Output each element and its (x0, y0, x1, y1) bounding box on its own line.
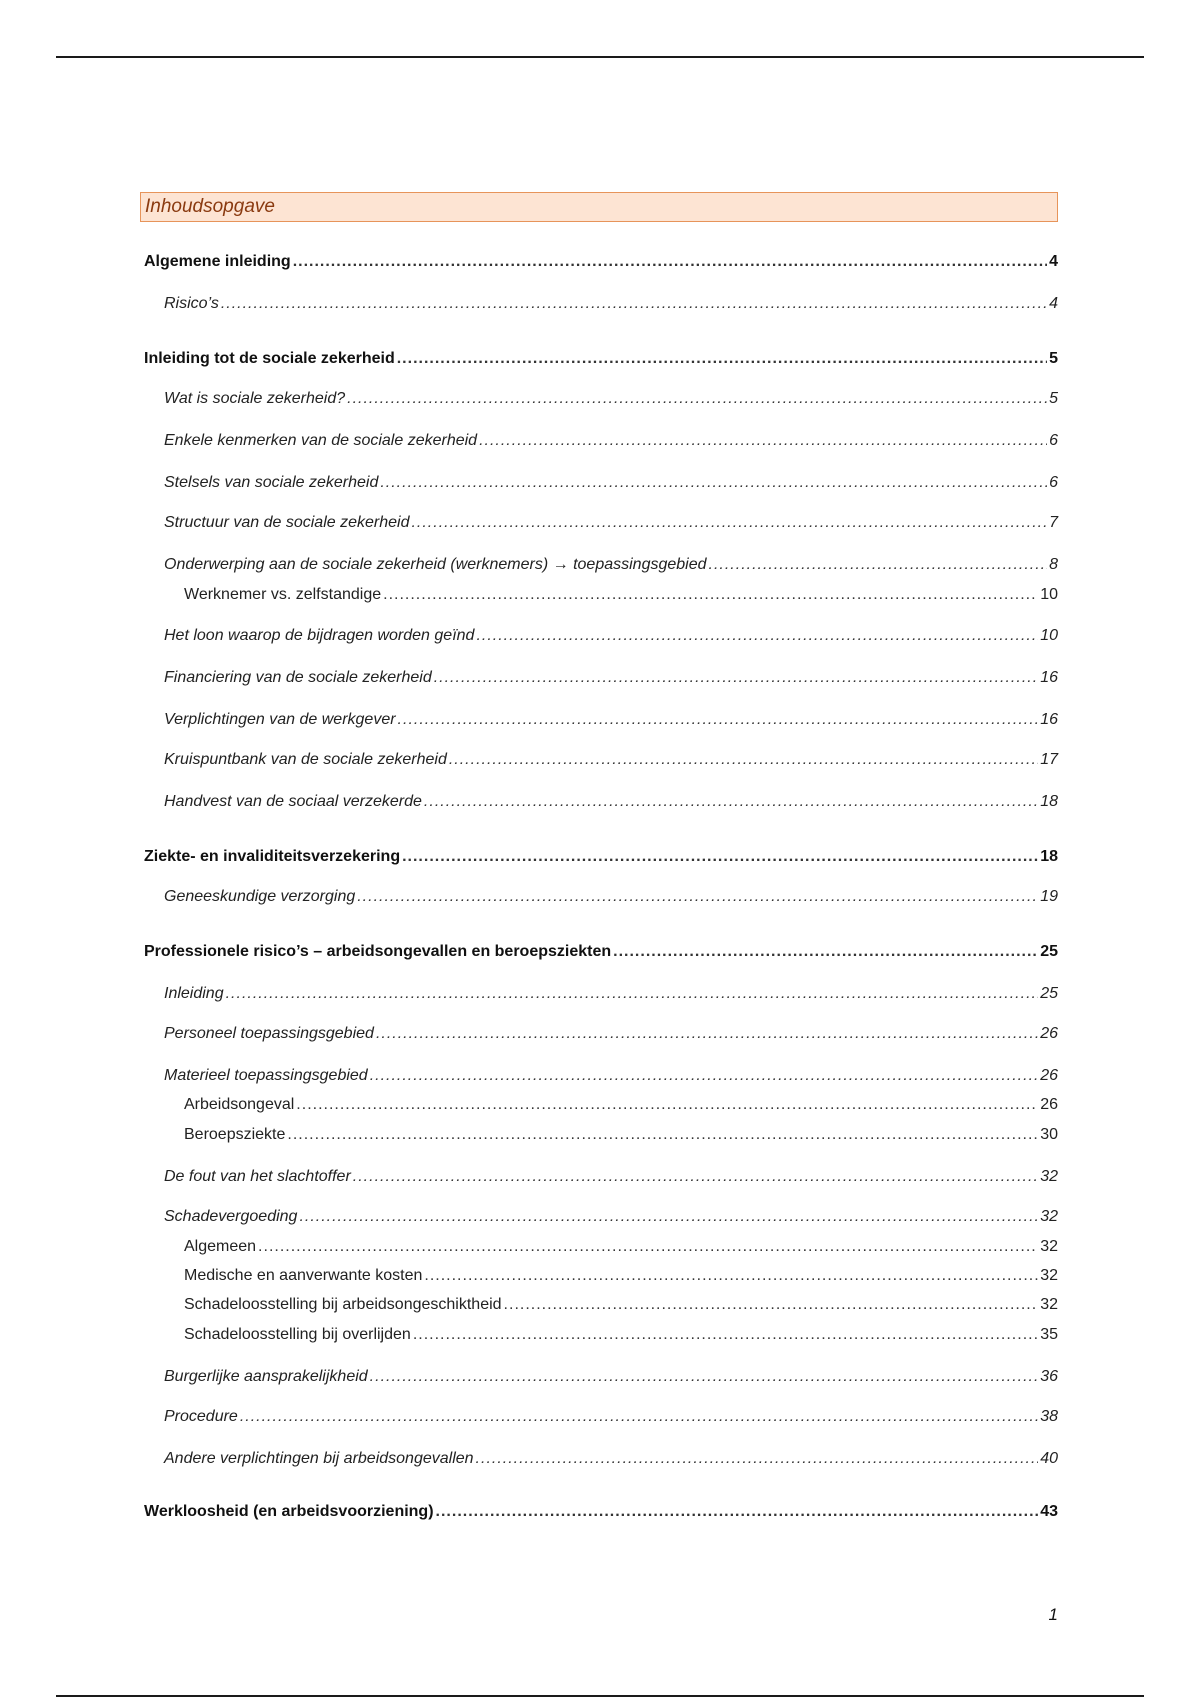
toc-leader-dots (413, 1325, 1038, 1345)
toc-section[interactable] (164, 431, 1058, 451)
toc-entry-label: Arbeidsongeval (184, 1096, 295, 1113)
toc-leader-dots (398, 710, 1039, 730)
toc-section[interactable] (164, 555, 1058, 575)
toc-subsection[interactable] (184, 1125, 1058, 1145)
top-rule (56, 56, 1144, 58)
toc-leader-dots (476, 626, 1038, 646)
toc-entry-label: Financiering van de sociale zekerheid (164, 669, 432, 686)
toc-entry-page: 8 (1049, 556, 1058, 573)
toc-entry-page: 32 (1040, 1168, 1058, 1185)
toc-entry-label: Andere verplichtingen bij arbeidsongevallen (164, 1450, 474, 1467)
toc-subsection[interactable] (184, 1237, 1058, 1257)
toc-entry-page: 5 (1049, 350, 1058, 367)
toc-section[interactable] (164, 750, 1058, 770)
toc-leader-dots (380, 473, 1047, 493)
toc-leader-dots (449, 750, 1038, 770)
toc-entry-page: 4 (1049, 295, 1058, 312)
toc-entry-page: 38 (1040, 1408, 1058, 1425)
toc-section[interactable] (164, 1207, 1058, 1227)
toc-section[interactable] (164, 294, 1058, 314)
toc-section[interactable] (164, 1449, 1058, 1469)
toc-entry-page: 6 (1049, 474, 1058, 491)
toc-heading: Inhoudsopgave (140, 192, 1058, 222)
toc-chapter[interactable] (144, 942, 1058, 962)
toc-section[interactable] (164, 473, 1058, 493)
toc-chapter[interactable] (144, 1502, 1058, 1522)
toc-entry-page: 17 (1040, 751, 1058, 768)
toc-leader-dots (296, 1095, 1038, 1115)
page-number: 1 (1048, 1605, 1058, 1624)
toc-section[interactable] (164, 1167, 1058, 1187)
toc-leader-dots (299, 1207, 1038, 1227)
toc-entry-label: Medische en aanverwante kosten (184, 1267, 423, 1284)
toc-entry-page: 35 (1040, 1326, 1058, 1343)
toc-subsection[interactable] (184, 585, 1058, 605)
toc-entry-page: 18 (1040, 793, 1058, 810)
toc-entry-page: 10 (1040, 627, 1058, 644)
toc-leader-dots (221, 294, 1047, 314)
toc-entry-label: Schadeloosstelling bij arbeidsongeschiktheid (184, 1296, 502, 1313)
toc-leader-dots (424, 1266, 1038, 1286)
toc-entry-page: 5 (1049, 390, 1058, 407)
toc-entry-page: 36 (1040, 1368, 1058, 1385)
toc-entry-label: Ziekte- en invaliditeitsverzekering (144, 848, 401, 865)
toc-section[interactable] (164, 389, 1058, 409)
toc-chapter[interactable] (144, 349, 1058, 369)
toc-entry-label: Geneeskundige verzorging (164, 888, 356, 905)
toc-entry-page: 7 (1049, 514, 1058, 531)
toc-entry-label: Schadeloosstelling bij overlijden (184, 1326, 411, 1343)
toc-entry-page: 6 (1049, 432, 1058, 449)
toc-leader-dots (258, 1237, 1038, 1257)
toc-entry-page: 32 (1040, 1208, 1058, 1225)
toc-leader-dots (434, 668, 1038, 688)
toc-leader-dots (226, 984, 1039, 1004)
toc-entry-page: 25 (1040, 943, 1058, 960)
toc-section[interactable] (164, 710, 1058, 730)
toc-entry-label: Handvest van de sociaal verzekerde (164, 793, 422, 810)
toc-section[interactable] (164, 1367, 1058, 1387)
toc-entry-page: 10 (1040, 586, 1058, 603)
toc-entry-page: 32 (1040, 1238, 1058, 1255)
toc-entry-page: 32 (1040, 1267, 1058, 1284)
toc-entry-label: Professionele risico’s – arbeidsongevallen en beroepsziekten (144, 943, 612, 960)
toc-section[interactable] (164, 1407, 1058, 1427)
toc-leader-dots (287, 1125, 1038, 1145)
toc-entry-label: Algemene inleiding (144, 253, 291, 270)
toc-entry-page: 18 (1040, 848, 1058, 865)
toc-leader-dots (370, 1367, 1039, 1387)
toc-chapter[interactable] (144, 847, 1058, 867)
toc-chapter[interactable] (144, 252, 1058, 272)
toc-subsection[interactable] (184, 1266, 1058, 1286)
toc-entry-label: Enkele kenmerken van de sociale zekerheid (164, 432, 478, 449)
toc-entry-label: Kruispuntbank van de sociale zekerheid (164, 751, 447, 768)
toc-entry-label: Burgerlijke aansprakelijkheid (164, 1368, 368, 1385)
toc-leader-dots (240, 1407, 1038, 1427)
toc-entry-label: Werknemer vs. zelfstandige (184, 586, 382, 603)
toc-entry-label: Schadevergoeding (164, 1208, 298, 1225)
toc-entry-label: Het loon waarop de bijdragen worden geïnd (164, 627, 475, 644)
bottom-rule (56, 1695, 1144, 1697)
toc-entry-label: Risico’s (164, 295, 219, 312)
toc-entry-label: Procedure (164, 1408, 238, 1425)
toc-entry-label: Werkloosheid (en arbeidsvoorziening) (144, 1503, 434, 1520)
toc-subsection[interactable] (184, 1095, 1058, 1115)
toc-entry-page: 25 (1040, 985, 1058, 1002)
toc-entry-label: Wat is sociale zekerheid? (164, 390, 346, 407)
toc-section[interactable] (164, 792, 1058, 812)
toc-entry-label: Inleiding (164, 985, 224, 1002)
toc-leader-dots (383, 585, 1038, 605)
toc-leader-dots (613, 942, 1038, 962)
toc-leader-dots (402, 847, 1038, 867)
toc-section[interactable] (164, 1066, 1058, 1086)
toc-leader-dots (424, 792, 1038, 812)
toc-section[interactable] (164, 1024, 1058, 1044)
toc-leader-dots (353, 1167, 1038, 1187)
toc-section[interactable] (164, 887, 1058, 907)
toc-entry-label: Personeel toepassingsgebied (164, 1025, 374, 1042)
toc-entry-page: 40 (1040, 1450, 1058, 1467)
toc-leader-dots (411, 513, 1047, 533)
toc-leader-dots (504, 1295, 1039, 1315)
toc-entry-label: Onderwerping aan de sociale zekerheid (werknemers) → toepassingsgebied (164, 556, 707, 573)
toc-leader-dots (357, 887, 1038, 907)
toc-entry-page: 26 (1040, 1096, 1058, 1113)
toc-entry-label: Inleiding tot de sociale zekerheid (144, 350, 395, 367)
toc-leader-dots (436, 1502, 1039, 1522)
toc-leader-dots (709, 555, 1048, 575)
toc-leader-dots (376, 1024, 1038, 1044)
toc-leader-dots (476, 1449, 1039, 1469)
toc-leader-dots (347, 389, 1047, 409)
toc-entry-page: 19 (1040, 888, 1058, 905)
toc-section[interactable] (164, 513, 1058, 533)
toc-entry-page: 43 (1040, 1503, 1058, 1520)
toc-leader-dots (293, 252, 1047, 272)
toc-entry-page: 30 (1040, 1126, 1058, 1143)
toc-section[interactable] (164, 984, 1058, 1004)
toc-leader-dots (479, 431, 1047, 451)
toc-entry-label: Beroepsziekte (184, 1126, 286, 1143)
toc-entry-label: Algemeen (184, 1238, 257, 1255)
toc-section[interactable] (164, 668, 1058, 688)
toc-subsection[interactable] (184, 1325, 1058, 1345)
toc-section[interactable] (164, 626, 1058, 646)
toc-entry-page: 26 (1040, 1025, 1058, 1042)
toc-entry-label: Structuur van de sociale zekerheid (164, 514, 410, 531)
toc-entry-label: Stelsels van sociale zekerheid (164, 474, 379, 491)
toc-entry-label: Materieel toepassingsgebied (164, 1067, 368, 1084)
toc-entry-page: 16 (1040, 669, 1058, 686)
toc-leader-dots (370, 1066, 1039, 1086)
toc-entry-page: 4 (1049, 253, 1058, 270)
toc-entry-label: De fout van het slachtoffer (164, 1168, 351, 1185)
toc-entry-page: 32 (1040, 1296, 1058, 1313)
toc-leader-dots (397, 349, 1047, 369)
toc-entry-label: Verplichtingen van de werkgever (164, 711, 396, 728)
toc-entry-page: 26 (1040, 1067, 1058, 1084)
toc-entry-page: 16 (1040, 711, 1058, 728)
toc-subsection[interactable] (184, 1295, 1058, 1315)
